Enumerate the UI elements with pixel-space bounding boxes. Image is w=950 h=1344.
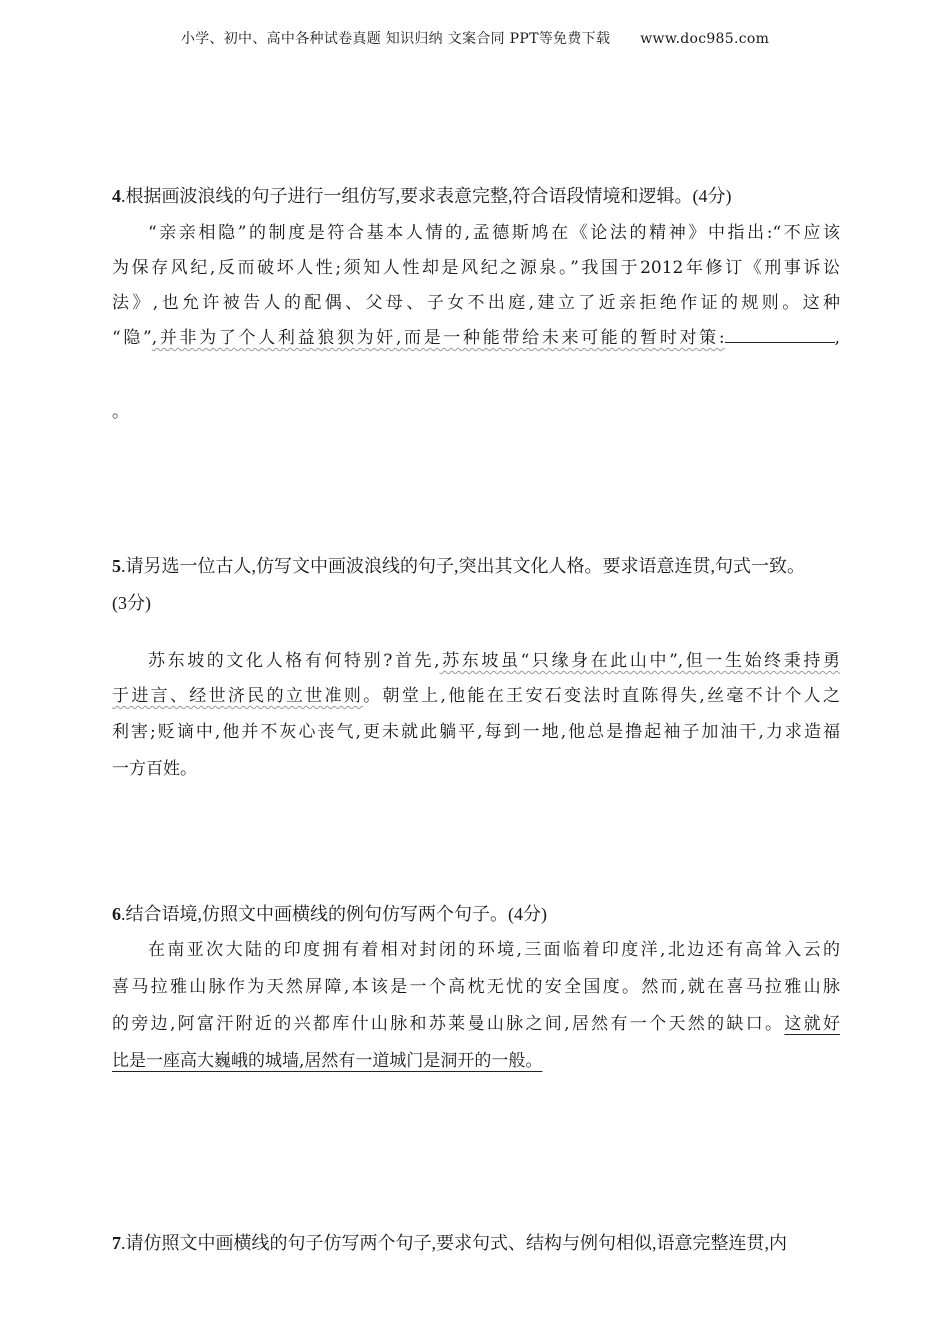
- header-text: 小学、初中、高中各种试卷真题 知识归纳 文案合同 PPT等免费下载: [180, 31, 611, 47]
- q6-line-1: 在南亚次大陆的印度拥有着相对封闭的环境,三面临着印度洋,北边还有高耸入云的: [148, 940, 840, 960]
- question-number: 4: [112, 186, 121, 206]
- question-text: .请仿照文中画横线的句子仿写两个句子,要求句式、结构与例句相似,语意完整连贯,内: [121, 1233, 787, 1253]
- question-number: 6: [112, 904, 121, 924]
- question-4-title: [112, 185, 840, 207]
- question-6-title: [112, 903, 840, 925]
- text: 的旁边,阿富汗附近的兴都库什山脉和苏莱曼山脉之间,居然有一个天然的缺口。: [112, 1014, 785, 1034]
- wavy-underlined-sentence: 苏东坡虽“只缘身在此山中”,但一生始终秉持勇: [439, 651, 840, 671]
- q4-line-2: 为保存风纪,反而破坏人性;须知人性却是风纪之源泉。”我国于2012年修订《刑事诉讼: [112, 258, 840, 278]
- q4-line-1: “亲亲相隐”的制度是符合基本人情的,孟德斯鸠在《论法的精神》中指出:“不应该: [148, 223, 840, 243]
- q6-line-2: 喜马拉雅山脉作为天然屏障,本该是一个高枕无忧的安全国度。然而,就在喜马拉雅山脉: [112, 977, 840, 997]
- q6-line-4: [112, 1050, 840, 1072]
- q4-line-3: 法》,也允许被告人的配偶、父母、子女不出庭,建立了近亲拒绝作证的规则。这种: [112, 293, 840, 313]
- question-5-score: (3分): [112, 593, 151, 613]
- q5-line-4: 一方百姓。: [112, 759, 197, 779]
- q5-line-3: 利害;贬谪中,他并不灰心丧气,更未就此躺平,每到一地,他总是撸起袖子加油干,力求造福: [112, 722, 840, 742]
- underlined-sentence: 比是一座高大巍峨的城墙,居然有一道城门是洞开的一般。: [112, 1051, 543, 1071]
- text: “隐”: [112, 328, 152, 348]
- wavy-underlined-sentence: ,并非为了个人利益狼狈为奸,而是一种能带给未来可能的暂时对策:: [151, 328, 725, 348]
- q6-line-3: [112, 1013, 840, 1035]
- text: 。朝堂上,他能在王安石变法时直陈得失,丝毫不计个人之: [363, 686, 840, 706]
- underlined-sentence: 这就好: [784, 1014, 841, 1034]
- text: ,: [834, 328, 840, 348]
- question-text: .根据画波浪线的句子进行一组仿写,要求表意完整,符合语段情境和逻辑。(4分): [121, 186, 732, 206]
- question-7-title: [112, 1232, 840, 1254]
- q4-line-5: 。: [112, 402, 129, 422]
- question-number: 5: [112, 556, 121, 576]
- answer-blank[interactable]: [725, 328, 835, 343]
- text: 苏东坡的文化人格有何特别?首先,: [148, 651, 440, 671]
- question-text: .结合语境,仿照文中画横线的例句仿写两个句子。(4分): [121, 904, 547, 924]
- q5-line-2: [112, 685, 840, 707]
- question-5-title: [112, 555, 840, 577]
- question-text: .请另选一位古人,仿写文中画波浪线的句子,突出其文化人格。要求语意连贯,句式一致。: [121, 556, 805, 576]
- question-number: 7: [112, 1233, 121, 1253]
- page-header: [0, 28, 950, 48]
- q5-line-1: [148, 650, 840, 672]
- wavy-underlined-sentence: 于进言、经世济民的立世准则: [112, 686, 364, 706]
- q4-line-4: [112, 327, 840, 349]
- header-site: www.doc985.com: [640, 31, 770, 47]
